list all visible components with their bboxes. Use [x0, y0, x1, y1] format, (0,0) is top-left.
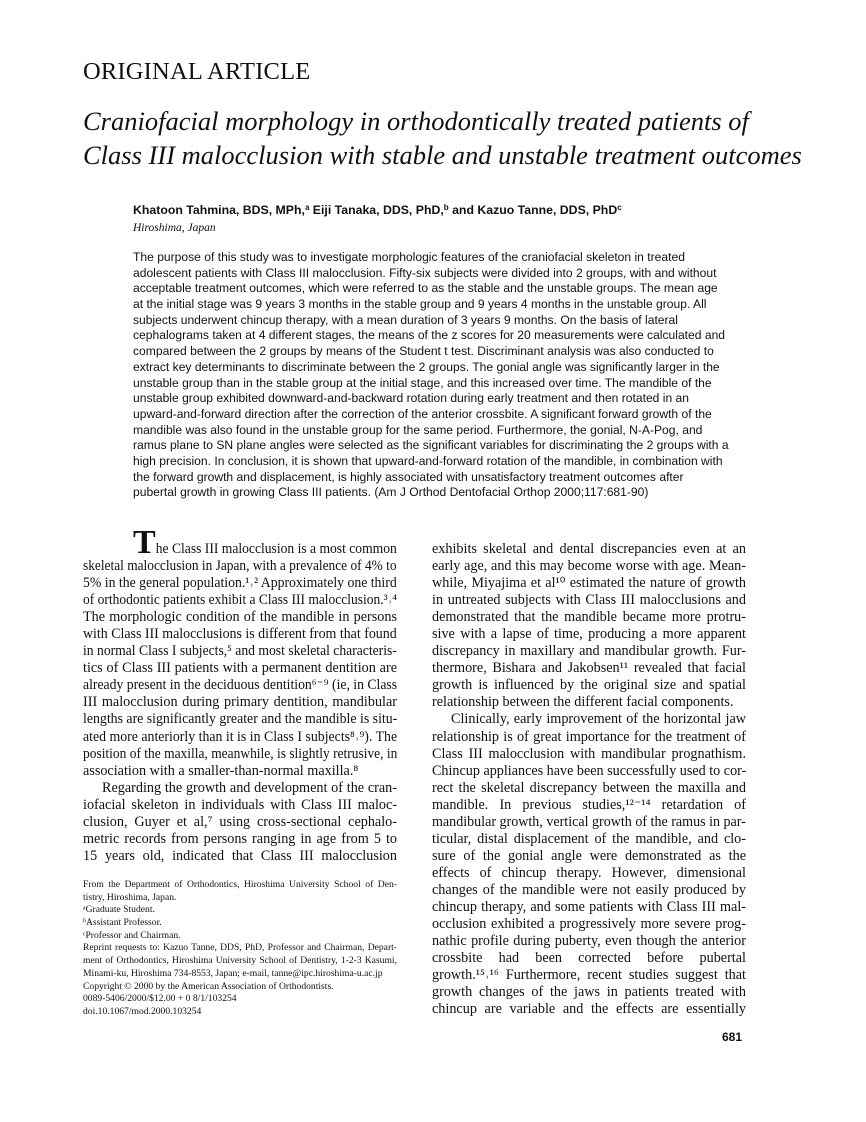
- text-line: chincup therapy, and some patients with Class III mal-: [432, 898, 746, 915]
- abstract-line: extract key determinants to discriminate between the 2 groups. The gonial angle was significantly larger in the: [133, 359, 720, 374]
- author-name: Khatoon Tahmina, BDS, MPh,: [133, 203, 305, 217]
- paragraph: [432, 711, 746, 1018]
- text-line: chincup are variable and the effects are essentially: [432, 1001, 746, 1018]
- drop-cap: T: [133, 524, 156, 561]
- text-line: thermore, Bishara and Jakobsen¹¹ revealed that facial: [432, 660, 746, 677]
- abstract: [133, 250, 741, 501]
- paragraph: [83, 780, 397, 865]
- page-number: 681: [722, 1030, 743, 1044]
- text-line: relationship between the different facial components.: [432, 694, 734, 711]
- footnote-line: doi.10.1067/mod.2000.103254: [83, 1005, 202, 1017]
- text-line: exhibits skeletal and dental discrepancies even at an: [432, 541, 746, 557]
- text-line: ticular, distal displacement of the mandible, and clo-: [432, 830, 746, 847]
- abstract-line: at the initial stage was 9 years 3 months in the stable group and 9 years 4 months in the unstable group. All: [133, 297, 707, 312]
- author-location: Hiroshima, Japan: [133, 222, 216, 234]
- affiliation-marker: c: [617, 203, 622, 212]
- text-line: ated more anteriorly than it is in Class I subjects⁸˒⁹). The: [83, 728, 398, 745]
- footnote-line: From the Department of Orthodontics, Hiroshima University School of Den-: [83, 879, 397, 890]
- text-line: skeletal malocclusion in Japan, with a prevalence of 4% to: [83, 558, 397, 575]
- footnote-line: ᵃGraduate Student.: [83, 904, 155, 916]
- footnote-line: ᵇAssistant Professor.: [83, 917, 162, 929]
- author-name: and Kazuo Tanne, DDS, PhD: [448, 203, 618, 217]
- text-line: growth changes of the jaws in patients treated with: [432, 984, 746, 1001]
- footnotes: [83, 879, 397, 1019]
- text-line: Clinically, early improvement of the horizontal jaw: [451, 711, 746, 728]
- text-line: lengths are significantly greater and the mandible is situ-: [83, 711, 398, 728]
- abstract-line: high precision. In conclusion, it is shown that upward-and-forward rotation of the mandible, in combination with: [133, 453, 723, 468]
- text-line: of orthodontic patients exhibit a Class III malocclusion.³˒⁴: [83, 592, 397, 609]
- text-line: changes of the mandible were not easily produced by: [432, 881, 746, 898]
- text-line: occlusion exhibited a progressively more severe prog-: [432, 916, 746, 933]
- footnote-line: tistry, Hiroshima, Japan.: [83, 891, 177, 903]
- affiliation-marker: b: [443, 203, 449, 212]
- author-name: Eiji Tanaka, DDS, PhD,: [309, 203, 444, 217]
- text-line: mandible. In previous studies,¹²⁻¹⁴ retardation of: [432, 796, 746, 813]
- article-title-line-2: Class III malocclusion with stable and unstable treatment outcomes: [83, 140, 802, 170]
- footnote-line: Minami-ku, Hiroshima 734-8553, Japan; e-mail, tanne@ipc.hiroshima-u.ac.jp: [83, 967, 383, 979]
- footnote-line: Copyright © 2000 by the American Association of Orthodontists.: [83, 980, 334, 992]
- text-line: 5% in the general population.¹˒² Approximately one third: [83, 575, 397, 592]
- footnote-line: ᶜProfessor and Chairman.: [83, 929, 181, 941]
- abstract-line: pubertal growth in growing Class III patients. (Am J Orthod Dentofacial Orthop 2000;117:681-90): [133, 485, 649, 500]
- abstract-line: upward-and-forward direction after the correction of the anterior crossbite. A significant forward growth of the: [133, 406, 712, 421]
- abstract-line: acceptable treatment outcomes, which were referred to as the stable and the unstable groups. The mean age: [133, 281, 718, 296]
- footnote-line: 0089-5406/2000/$12.00 + 0 8/1/103254: [83, 993, 237, 1005]
- author-list: [133, 203, 622, 218]
- body-column-right: [432, 541, 746, 1018]
- text-line: Regarding the growth and development of the cran-: [102, 779, 397, 796]
- footnote-line: Reprint requests to: Kazuo Tanne, DDS, PhD, Professor and Chairman, Depart-: [83, 942, 397, 954]
- text-line: association with a smaller-than-normal maxilla.⁸: [83, 762, 359, 779]
- abstract-line: unstable group exhibited downward-and-backward rotation during early treatment and then rotated in an: [133, 391, 689, 406]
- text-line: 15 years old, indicated that Class III malocclusion: [83, 847, 397, 864]
- text-line: already present in the deciduous dentition⁶⁻⁹ (ie, in Class: [83, 677, 398, 694]
- text-line: Chincup appliances have been successfully used to cor-: [432, 762, 747, 779]
- abstract-line: ramus plane to SN plane angles were selected as the significant variables for discriminating the 2 groups with a: [133, 438, 729, 453]
- abstract-line: compared between the 2 groups by means of the Student t test. Discriminant analysis was also conducted to: [133, 344, 714, 359]
- text-line: demonstrated that the mandible became more protru-: [432, 609, 746, 626]
- text-line: he Class III malocclusion is a most common: [155, 541, 397, 557]
- text-line: crossbite had been corrected before pubertal: [432, 950, 746, 967]
- text-line: mandibular growth, vertical growth of the ramus in par-: [432, 813, 746, 830]
- article-title-line-1: Craniofacial morphology in orthodontically treated patients of: [83, 106, 749, 136]
- text-line: rect the skeletal discrepancy between the maxilla and: [432, 779, 746, 796]
- text-line: effects of chincup therapy. However, dimensional: [432, 864, 746, 881]
- abstract-line: unstable group than in the stable group at the initial stage, and this increased over time. The mandible of the: [133, 375, 712, 390]
- text-line: in untreated subjects with Class III malocclusions and: [432, 592, 746, 609]
- text-line: The morphologic condition of the mandible in persons: [83, 609, 397, 626]
- text-line: iofacial skeleton in individuals with Class III maloc-: [83, 796, 397, 813]
- section-label: ORIGINAL ARTICLE: [83, 58, 311, 85]
- abstract-line: the forward growth and displacement, is highly associated with unsatisfactory treatment outcomes after: [133, 469, 684, 484]
- text-line: early age, and this may become worse with age. Mean-: [432, 558, 746, 575]
- text-line: tics of Class III patients with a permanent dentition are: [83, 660, 397, 677]
- abstract-line: adolescent patients with Class III malocclusion. Fifty-six subjects were divided into 2 groups, with and without: [133, 265, 717, 280]
- affiliation-marker: a: [304, 203, 310, 212]
- body-column-left: [83, 541, 397, 865]
- abstract-line: subjects underwent chincup therapy, with a mean duration of 3 years 9 months. On the basis of lateral: [133, 312, 678, 327]
- abstract-line: cephalograms taken at 4 different stages, the means of the z scores for 20 measurements were calculated and: [133, 328, 726, 343]
- text-line: III malocclusion during primary dentition, mandibular: [83, 694, 397, 711]
- text-line: in normal Class I subjects,⁵ and most skeletal characteris-: [83, 643, 397, 660]
- text-line: metric records from persons ranging in age from 5 to: [83, 830, 397, 847]
- text-line: relationship is of great importance for the treatment of: [432, 728, 746, 745]
- text-line: discrepancy in maxillary and mandibular growth. Fur-: [432, 643, 746, 660]
- text-line: clusion, Guyer et al,⁷ using cross-sectional cephalo-: [83, 813, 397, 830]
- paragraph: [432, 541, 746, 711]
- text-line: while, Miyajima et al¹⁰ estimated the nature of growth: [432, 575, 746, 592]
- text-line: sure of the gonial angle were demonstrated as the: [432, 847, 746, 864]
- text-line: growth.¹⁵˒¹⁶ Furthermore, recent studies suggest that: [432, 967, 746, 984]
- abstract-line: mandible was also found in the unstable group for the same period. Furthermore, the gonial, N-A-Pog, and: [133, 422, 703, 437]
- text-line: Class III malocclusion with mandibular prognathism.: [432, 745, 746, 762]
- text-line: with Class III malocclusions is different from that found: [83, 626, 397, 643]
- text-line: nathic profile during puberty, even though the anterior: [432, 933, 746, 950]
- text-line: position of the maxilla, meanwhile, is slightly retrusive, in: [83, 745, 398, 762]
- text-line: sive with a lapse of time, producing a more apparent: [432, 626, 746, 643]
- paragraph: [83, 541, 397, 780]
- text-line: growth is influenced by the original size and spatial: [432, 677, 746, 694]
- abstract-line: The purpose of this study was to investigate morphologic features of the craniofacial skeleton in treated: [133, 250, 685, 264]
- footnote-line: ment of Orthodontics, Hiroshima University School of Dentistry, 1-2-3 Kasumi,: [83, 955, 397, 967]
